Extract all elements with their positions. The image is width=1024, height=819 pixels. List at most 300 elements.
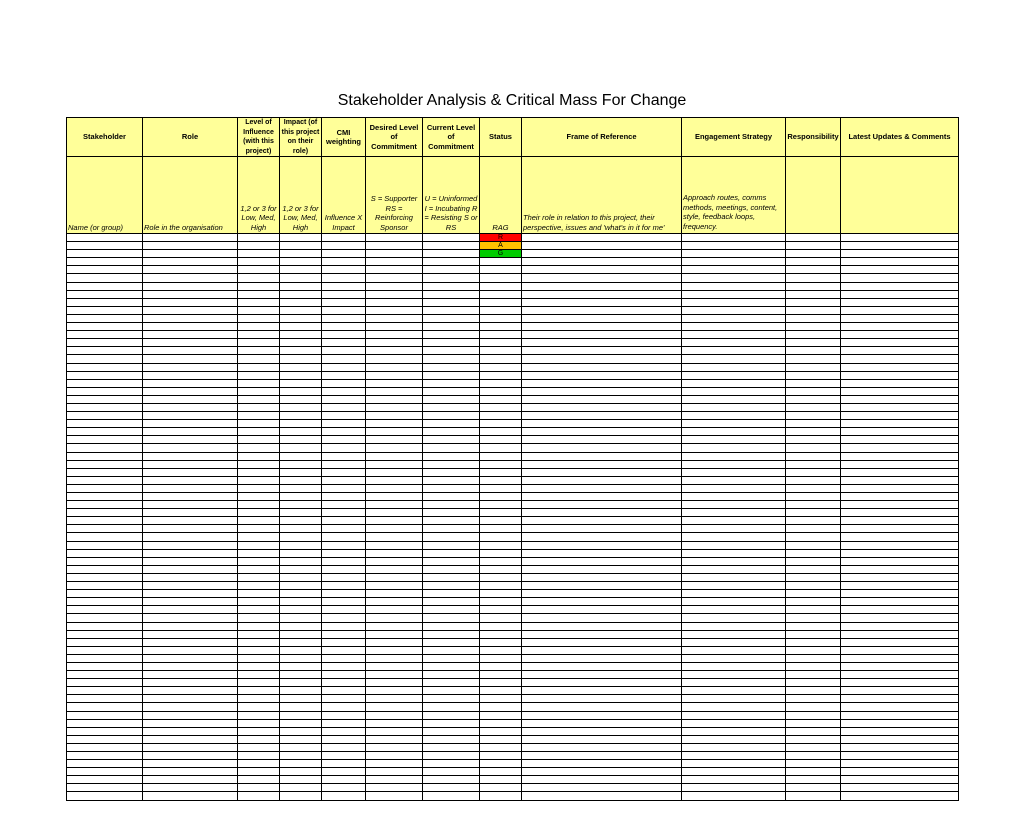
table-cell[interactable] [682,290,786,298]
table-cell[interactable] [682,355,786,363]
table-cell[interactable] [322,776,366,784]
table-cell[interactable] [238,363,280,371]
table-cell[interactable] [67,412,143,420]
table-cell[interactable] [366,363,423,371]
table-cell[interactable] [786,743,841,751]
table-cell[interactable] [682,387,786,395]
table-cell[interactable] [480,282,522,290]
table-cell[interactable] [143,331,238,339]
table-cell[interactable] [682,420,786,428]
table-cell[interactable] [280,590,322,598]
table-cell[interactable] [143,250,238,258]
table-cell[interactable] [366,582,423,590]
table-cell[interactable] [841,387,959,395]
table-cell[interactable] [682,557,786,565]
table-cell[interactable] [682,573,786,581]
table-cell[interactable] [322,582,366,590]
table-cell[interactable] [423,403,480,411]
table-cell[interactable] [841,679,959,687]
table-cell[interactable] [366,509,423,517]
table-cell[interactable] [238,792,280,800]
table-cell[interactable] [480,274,522,282]
table-cell[interactable] [682,371,786,379]
table-cell[interactable] [841,614,959,622]
guide-stakeholder[interactable]: Name (or group) [67,157,143,234]
table-cell[interactable] [480,760,522,768]
table-cell[interactable] [522,379,682,387]
table-cell[interactable] [786,323,841,331]
table-cell[interactable] [423,476,480,484]
table-cell[interactable] [423,509,480,517]
table-cell[interactable] [480,776,522,784]
table-cell[interactable] [322,671,366,679]
table-cell[interactable] [786,582,841,590]
table-cell[interactable] [522,638,682,646]
table-cell[interactable] [423,436,480,444]
table-cell[interactable] [366,347,423,355]
table-cell[interactable] [238,444,280,452]
table-cell[interactable] [143,363,238,371]
table-cell[interactable] [67,331,143,339]
table-cell[interactable] [480,565,522,573]
table-cell[interactable] [786,501,841,509]
table-cell[interactable] [238,582,280,590]
table-cell[interactable] [423,760,480,768]
table-cell[interactable] [67,306,143,314]
table-cell[interactable] [480,525,522,533]
table-cell[interactable] [366,290,423,298]
guide-latest-updates[interactable] [841,157,959,234]
table-cell[interactable] [786,654,841,662]
table-cell[interactable] [682,695,786,703]
table-cell[interactable] [522,282,682,290]
table-cell[interactable] [423,484,480,492]
table-cell[interactable] [423,541,480,549]
table-cell[interactable] [841,306,959,314]
table-cell[interactable] [786,533,841,541]
table-cell[interactable] [841,420,959,428]
table-cell[interactable] [423,266,480,274]
table-cell[interactable] [841,573,959,581]
table-cell[interactable] [841,792,959,800]
table-cell[interactable] [366,339,423,347]
table-cell[interactable] [522,760,682,768]
table-cell[interactable] [366,622,423,630]
table-cell[interactable] [143,379,238,387]
table-cell[interactable] [786,711,841,719]
table-cell[interactable] [67,646,143,654]
table-cell[interactable] [682,258,786,266]
table-cell[interactable] [67,379,143,387]
table-cell[interactable] [238,347,280,355]
table-cell[interactable] [841,719,959,727]
table-cell[interactable] [143,412,238,420]
table-cell[interactable] [322,452,366,460]
table-cell[interactable] [682,679,786,687]
table-cell[interactable] [423,331,480,339]
table-cell[interactable] [423,654,480,662]
table-cell[interactable] [366,274,423,282]
table-cell[interactable] [522,768,682,776]
table-cell[interactable] [366,444,423,452]
table-cell[interactable] [322,606,366,614]
table-cell[interactable] [366,573,423,581]
table-cell[interactable] [366,727,423,735]
table-cell[interactable] [366,760,423,768]
table-cell[interactable] [682,298,786,306]
table-cell[interactable] [423,662,480,670]
table-cell[interactable] [786,274,841,282]
table-cell[interactable] [522,743,682,751]
table-cell[interactable] [238,752,280,760]
table-cell[interactable] [423,314,480,322]
table-cell[interactable] [238,460,280,468]
table-cell[interactable] [143,234,238,242]
table-cell[interactable] [322,476,366,484]
table-cell[interactable] [280,533,322,541]
table-cell[interactable] [423,363,480,371]
col-header-impact[interactable]: Impact (of this project on their role) [280,118,322,157]
table-cell[interactable] [841,379,959,387]
table-cell[interactable] [423,274,480,282]
table-cell[interactable] [522,735,682,743]
table-cell[interactable] [786,517,841,525]
table-cell[interactable] [322,314,366,322]
table-cell[interactable] [841,331,959,339]
table-cell[interactable] [280,452,322,460]
table-cell[interactable] [522,654,682,662]
table-cell[interactable] [841,347,959,355]
table-cell[interactable] [841,711,959,719]
table-cell[interactable] [522,290,682,298]
table-cell[interactable] [682,468,786,476]
table-cell[interactable] [841,703,959,711]
table-cell[interactable] [280,290,322,298]
table-cell[interactable] [238,428,280,436]
table-cell[interactable] [522,484,682,492]
table-cell[interactable] [480,671,522,679]
table-cell[interactable] [366,590,423,598]
table-cell[interactable] [522,573,682,581]
table-cell[interactable] [143,290,238,298]
table-cell[interactable] [143,614,238,622]
table-cell[interactable] [480,428,522,436]
table-cell[interactable] [67,493,143,501]
table-cell[interactable] [280,760,322,768]
table-cell[interactable] [480,687,522,695]
table-cell[interactable] [280,792,322,800]
table-cell[interactable] [366,452,423,460]
col-header-role[interactable]: Role [143,118,238,157]
table-cell[interactable] [522,525,682,533]
table-cell[interactable] [423,582,480,590]
table-cell[interactable] [67,258,143,266]
table-cell[interactable] [67,525,143,533]
table-cell[interactable] [786,614,841,622]
table-cell[interactable] [280,436,322,444]
table-cell[interactable] [682,242,786,250]
table-cell[interactable] [522,468,682,476]
table-cell[interactable] [786,347,841,355]
table-cell[interactable] [322,484,366,492]
table-cell[interactable] [786,695,841,703]
table-cell[interactable] [786,622,841,630]
table-cell[interactable] [67,436,143,444]
table-cell[interactable] [366,476,423,484]
table-cell[interactable] [280,517,322,525]
table-cell[interactable] [480,638,522,646]
table-cell[interactable] [682,460,786,468]
table-cell[interactable] [522,493,682,501]
table-cell[interactable] [841,646,959,654]
table-cell[interactable] [786,250,841,258]
table-cell[interactable] [238,493,280,501]
table-cell[interactable] [841,671,959,679]
table-cell[interactable] [841,274,959,282]
table-cell[interactable] [238,339,280,347]
table-cell[interactable] [322,282,366,290]
table-cell[interactable] [841,695,959,703]
table-cell[interactable] [480,323,522,331]
table-cell[interactable] [522,395,682,403]
table-cell[interactable] [238,711,280,719]
table-cell[interactable] [841,606,959,614]
table-cell[interactable] [143,501,238,509]
table-cell[interactable] [143,638,238,646]
table-cell[interactable] [480,371,522,379]
table-cell[interactable] [238,662,280,670]
table-cell[interactable] [522,314,682,322]
table-cell[interactable] [238,379,280,387]
table-cell[interactable] [280,403,322,411]
table-cell[interactable] [322,290,366,298]
table-cell[interactable] [322,323,366,331]
guide-role[interactable]: Role in the organisation [143,157,238,234]
table-cell[interactable] [480,703,522,711]
table-cell[interactable] [238,565,280,573]
table-cell[interactable] [280,314,322,322]
table-cell[interactable] [841,395,959,403]
table-cell[interactable] [522,776,682,784]
table-cell[interactable] [841,752,959,760]
table-cell[interactable] [786,760,841,768]
table-cell[interactable] [238,784,280,792]
table-cell[interactable] [67,760,143,768]
table-cell[interactable] [841,582,959,590]
table-cell[interactable] [786,363,841,371]
table-cell[interactable] [682,533,786,541]
table-cell[interactable] [67,428,143,436]
table-cell[interactable] [786,784,841,792]
table-cell[interactable] [366,517,423,525]
table-cell[interactable] [322,541,366,549]
table-cell[interactable] [480,484,522,492]
table-cell[interactable] [67,266,143,274]
table-cell[interactable] [423,776,480,784]
table-cell[interactable] [280,420,322,428]
table-cell[interactable] [238,638,280,646]
table-cell[interactable] [480,460,522,468]
table-cell[interactable] [480,468,522,476]
table-cell[interactable] [143,403,238,411]
table-cell[interactable] [280,250,322,258]
table-cell[interactable] [238,776,280,784]
table-cell[interactable] [67,630,143,638]
table-cell[interactable] [67,735,143,743]
table-cell[interactable] [322,242,366,250]
table-cell[interactable] [67,395,143,403]
table-cell[interactable] [841,428,959,436]
table-cell[interactable] [522,387,682,395]
table-cell[interactable] [322,679,366,687]
table-cell[interactable] [143,557,238,565]
table-cell[interactable] [786,258,841,266]
table-cell[interactable] [322,727,366,735]
table-cell[interactable] [143,347,238,355]
table-cell[interactable] [682,752,786,760]
table-cell[interactable] [786,630,841,638]
table-cell[interactable] [841,493,959,501]
table-cell[interactable] [786,598,841,606]
table-cell[interactable] [322,719,366,727]
table-cell[interactable] [786,719,841,727]
table-cell[interactable] [423,671,480,679]
table-cell[interactable] [238,630,280,638]
table-cell[interactable] [786,792,841,800]
table-cell[interactable] [67,679,143,687]
table-cell[interactable] [322,760,366,768]
table-cell[interactable] [143,784,238,792]
table-cell[interactable] [480,363,522,371]
table-cell[interactable] [280,557,322,565]
table-cell[interactable] [522,476,682,484]
table-cell[interactable] [480,695,522,703]
table-cell[interactable] [322,768,366,776]
table-cell[interactable] [841,784,959,792]
table-cell[interactable] [280,298,322,306]
table-cell[interactable] [480,557,522,565]
table-cell[interactable] [322,379,366,387]
table-cell[interactable] [322,509,366,517]
table-cell[interactable] [841,654,959,662]
table-cell[interactable] [423,727,480,735]
table-cell[interactable] [682,646,786,654]
table-cell[interactable] [280,654,322,662]
table-cell[interactable] [322,468,366,476]
table-cell[interactable] [280,282,322,290]
guide-frame-of-reference[interactable]: Their role in relation to this project, their perspective, issues and 'what's in it for me' [522,157,682,234]
table-cell[interactable] [322,630,366,638]
table-cell[interactable] [682,727,786,735]
table-cell[interactable] [280,541,322,549]
table-cell[interactable] [522,590,682,598]
table-cell[interactable] [682,776,786,784]
col-header-current-commitment[interactable]: Current Level of Commitment [423,118,480,157]
table-cell[interactable] [366,323,423,331]
table-cell[interactable] [366,606,423,614]
table-cell[interactable] [423,460,480,468]
table-cell[interactable] [238,501,280,509]
table-cell[interactable] [522,460,682,468]
table-cell[interactable] [423,371,480,379]
table-cell[interactable] [682,671,786,679]
table-cell[interactable] [322,662,366,670]
table-cell[interactable] [322,387,366,395]
table-cell[interactable] [143,573,238,581]
table-cell[interactable] [143,274,238,282]
table-cell[interactable] [841,760,959,768]
table-cell[interactable] [522,614,682,622]
table-cell[interactable] [682,314,786,322]
table-cell[interactable] [366,258,423,266]
table-cell[interactable] [143,525,238,533]
table-cell[interactable] [238,274,280,282]
table-cell[interactable] [480,606,522,614]
table-cell[interactable] [841,509,959,517]
table-cell[interactable] [786,412,841,420]
table-cell[interactable] [423,792,480,800]
table-cell[interactable] [67,501,143,509]
guide-influence[interactable]: 1,2 or 3 for Low, Med, High [238,157,280,234]
table-cell[interactable] [280,582,322,590]
table-cell[interactable] [682,274,786,282]
table-cell[interactable] [480,784,522,792]
table-cell[interactable] [682,436,786,444]
table-cell[interactable] [143,671,238,679]
table-cell[interactable] [238,371,280,379]
table-cell[interactable] [238,525,280,533]
table-cell[interactable] [143,266,238,274]
table-cell[interactable] [67,752,143,760]
table-cell[interactable] [841,371,959,379]
table-cell[interactable] [841,768,959,776]
table-cell[interactable] [280,234,322,242]
table-cell[interactable] [522,541,682,549]
table-cell[interactable] [280,687,322,695]
table-cell[interactable] [322,590,366,598]
table-cell[interactable] [67,687,143,695]
table-cell[interactable] [67,549,143,557]
table-cell[interactable] [522,452,682,460]
table-cell[interactable] [366,614,423,622]
table-cell[interactable] [366,266,423,274]
table-cell[interactable] [280,662,322,670]
table-cell[interactable] [841,242,959,250]
table-cell[interactable] [280,646,322,654]
table-cell[interactable] [480,493,522,501]
table-cell[interactable] [143,679,238,687]
table-cell[interactable] [67,662,143,670]
table-cell[interactable] [423,703,480,711]
table-cell[interactable] [366,792,423,800]
table-cell[interactable] [280,355,322,363]
table-cell[interactable] [322,395,366,403]
table-cell[interactable] [322,339,366,347]
col-header-status[interactable]: Status [480,118,522,157]
table-cell[interactable] [786,452,841,460]
table-cell[interactable] [143,387,238,395]
table-cell[interactable] [522,695,682,703]
table-cell[interactable] [841,501,959,509]
table-cell[interactable] [522,606,682,614]
table-cell[interactable] [423,743,480,751]
table-cell[interactable] [682,549,786,557]
table-cell[interactable] [423,420,480,428]
table-cell[interactable] [786,460,841,468]
table-cell[interactable] [786,339,841,347]
table-cell[interactable] [480,298,522,306]
table-cell[interactable] [238,387,280,395]
